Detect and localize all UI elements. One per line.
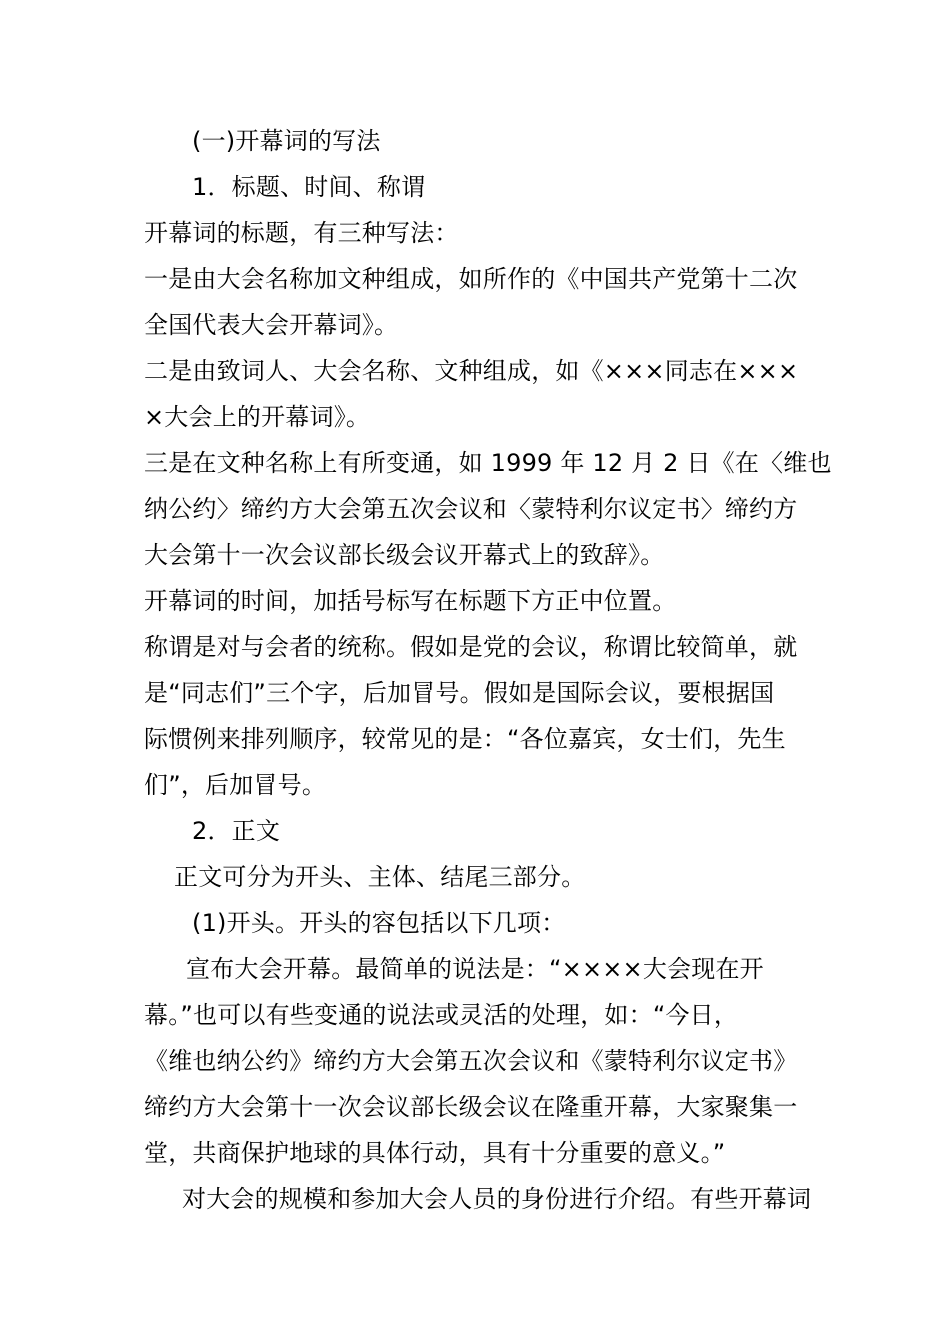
- paragraph-line: 二是由致词人、大会名称、文种组成，如《×××同志在×××: [144, 357, 799, 385]
- paragraph-line: 大会第十一次会议部长级会议开幕式上的致辞》。: [144, 541, 665, 569]
- section-heading: (一)开幕词的写法: [192, 127, 381, 155]
- paragraph-line: (1)开头。开头的容包括以下几项：: [192, 909, 566, 937]
- paragraph-line: 宣布大会开幕。最简单的说法是：“××××大会现在开: [186, 955, 764, 983]
- paragraph-line: ×大会上的开幕词》。: [144, 403, 371, 431]
- paragraph-line: 称谓是对与会者的统称。假如是党的会议，称谓比较简单，就: [144, 633, 798, 661]
- paragraph-line: 际惯例来排列顺序，较常见的是：“各位嘉宾，女士们，先生: [144, 725, 786, 753]
- paragraph-line: 纳公约〉缔约方大会第五次会议和〈蒙特利尔议定书〉缔约方: [144, 495, 798, 523]
- paragraph-line: 们”，后加冒号。: [144, 771, 327, 799]
- paragraph-line: 三是在文种名称上有所变通，如 1999 年 12 月 2 日《在〈维也: [144, 449, 832, 477]
- paragraph-line: 缔约方大会第十一次会议部长级会议在隆重开幕，大家聚集一: [144, 1093, 798, 1121]
- paragraph-line: 对大会的规模和参加大会人员的身份进行介绍。有些开幕词: [182, 1185, 812, 1213]
- paragraph-line: 幕。”也可以有些变通的说法或灵活的处理，如：“今日，: [144, 1001, 739, 1029]
- paragraph-line: 一是由大会名称加文种组成，如所作的《中国共产党第十二次: [144, 265, 798, 293]
- paragraph-line: 《维也纳公约》缔约方大会第五次会议和《蒙特利尔议定书》: [144, 1047, 798, 1075]
- subsection-heading: 1．标题、时间、称谓: [192, 173, 426, 201]
- paragraph-line: 开幕词的时间，加括号标写在标题下方正中位置。: [144, 587, 677, 615]
- paragraph-line: 是“同志们”三个字，后加冒号。假如是国际会议，要根据国: [144, 679, 775, 707]
- subsection-heading: 2．正文: [192, 817, 281, 845]
- paragraph-line: 堂，共商保护地球的具体行动，具有十分重要的意义。”: [144, 1139, 726, 1167]
- paragraph-line: 全国代表大会开幕词》。: [144, 311, 399, 339]
- paragraph-line: 正文可分为开头、主体、结尾三部分。: [174, 863, 586, 891]
- paragraph-line: 开幕词的标题，有三种写法：: [144, 219, 459, 247]
